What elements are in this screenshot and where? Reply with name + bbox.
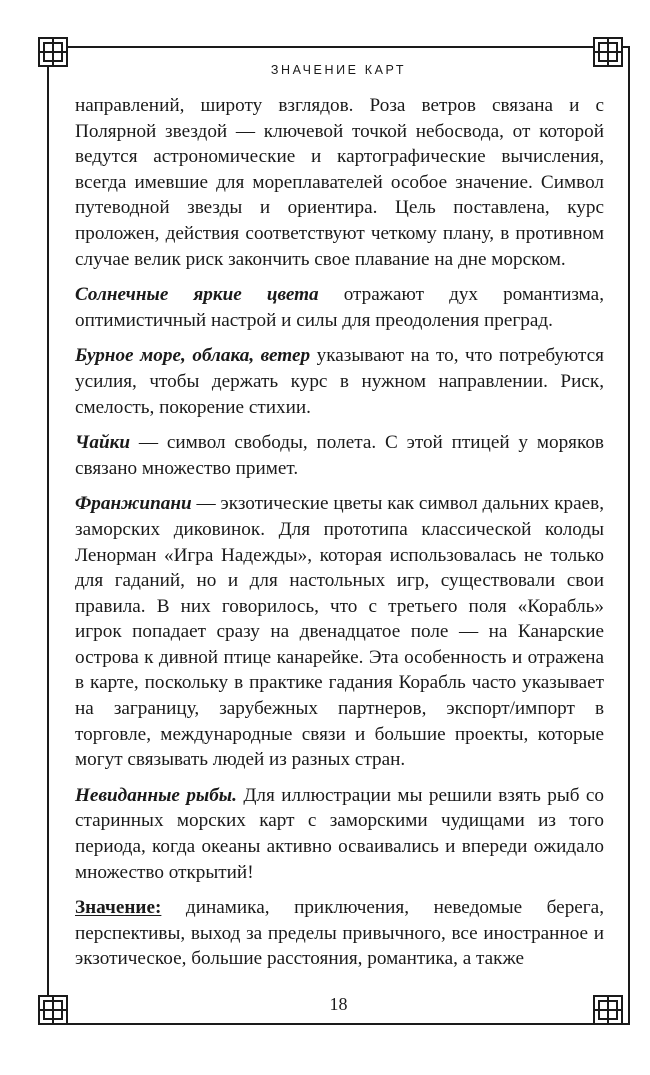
paragraph-rose-of-winds: [75, 93, 604, 272]
paragraph-text: направлений, широту взглядов. Роза ветров связана и с Полярной звездой — ключевой точкой небосвода, от которой ведутся астрономические и картографические вычисления, всегда имевшие для мореплавателей особое значение. Символ путеводной звезды и ориентира. Цель поставлена, курс проложен, действия соответствуют четкому плану, в противном случае велик риск закончить свое плавание на дне морском.: [75, 95, 604, 270]
paragraph-text: указывают на то, что потребуются усилия, чтобы держать курс в нужном направлении. Риск, смелость, покорение стихии.: [75, 345, 605, 418]
paragraph-sunny-colors: [75, 282, 604, 333]
paragraph-seagulls: [75, 430, 604, 481]
meaning-label: Значение:: [75, 897, 162, 919]
term-label: Чайки: [75, 432, 131, 454]
term-label: Бурное море, облака, ветер: [75, 345, 311, 367]
paragraph-meaning: [75, 895, 604, 972]
paragraph-unseen-fish: [75, 783, 604, 885]
term-label: Франжипани: [75, 493, 192, 515]
paragraph-text: Для иллюстрации мы решили взять рыб со старинных морских карт с заморскими чудищами из того периода, когда океаны активно осваивались и впереди ожидало множество открытий!: [75, 784, 605, 883]
page-number: 18: [329, 994, 348, 1014]
meaning-text: динамика, приключения, неведомые берега, перспективы, выход за пределы привычного, все иностранное и экзотическое, большие расстояния, романтика, а также: [75, 897, 604, 970]
running-title: ЗНАЧЕНИЕ КАРТ: [270, 63, 407, 77]
paragraph-frangipani: [75, 491, 604, 773]
paragraph-text: — символ свободы, полета. С этой птицей у моряков связано множество примет.: [75, 432, 604, 479]
paragraph-text: отражают дух романтизма, оптимистичный настрой и силы для преодоления преград.: [75, 284, 604, 331]
page-body: [75, 93, 604, 982]
paragraph-text: — экзотические цветы как символ дальних краев, заморских диковинок. Для прототипа классической колоды Ленорман «Игра Надежды», которая использовалась не только для гаданий, но и для настольных игр, существовали свои правила. В них говорилось, что с третьего поля «Корабль» игрок попадает сразу на двенадцатое поле — на Канарские острова к дивной птице канарейке. Эта особенность и отражена в карте, поскольку в практике гадания Корабль часто указывает на заграницу, зарубежных партнеров, экспорт/импорт в торговле, международные связи и большие проекты, которые могут связывать людей из разных стран.: [75, 493, 604, 771]
paragraph-stormy-sea: [75, 343, 604, 420]
term-label: Невиданные рыбы.: [75, 784, 237, 806]
term-label: Солнечные яркие цвета: [75, 284, 319, 306]
